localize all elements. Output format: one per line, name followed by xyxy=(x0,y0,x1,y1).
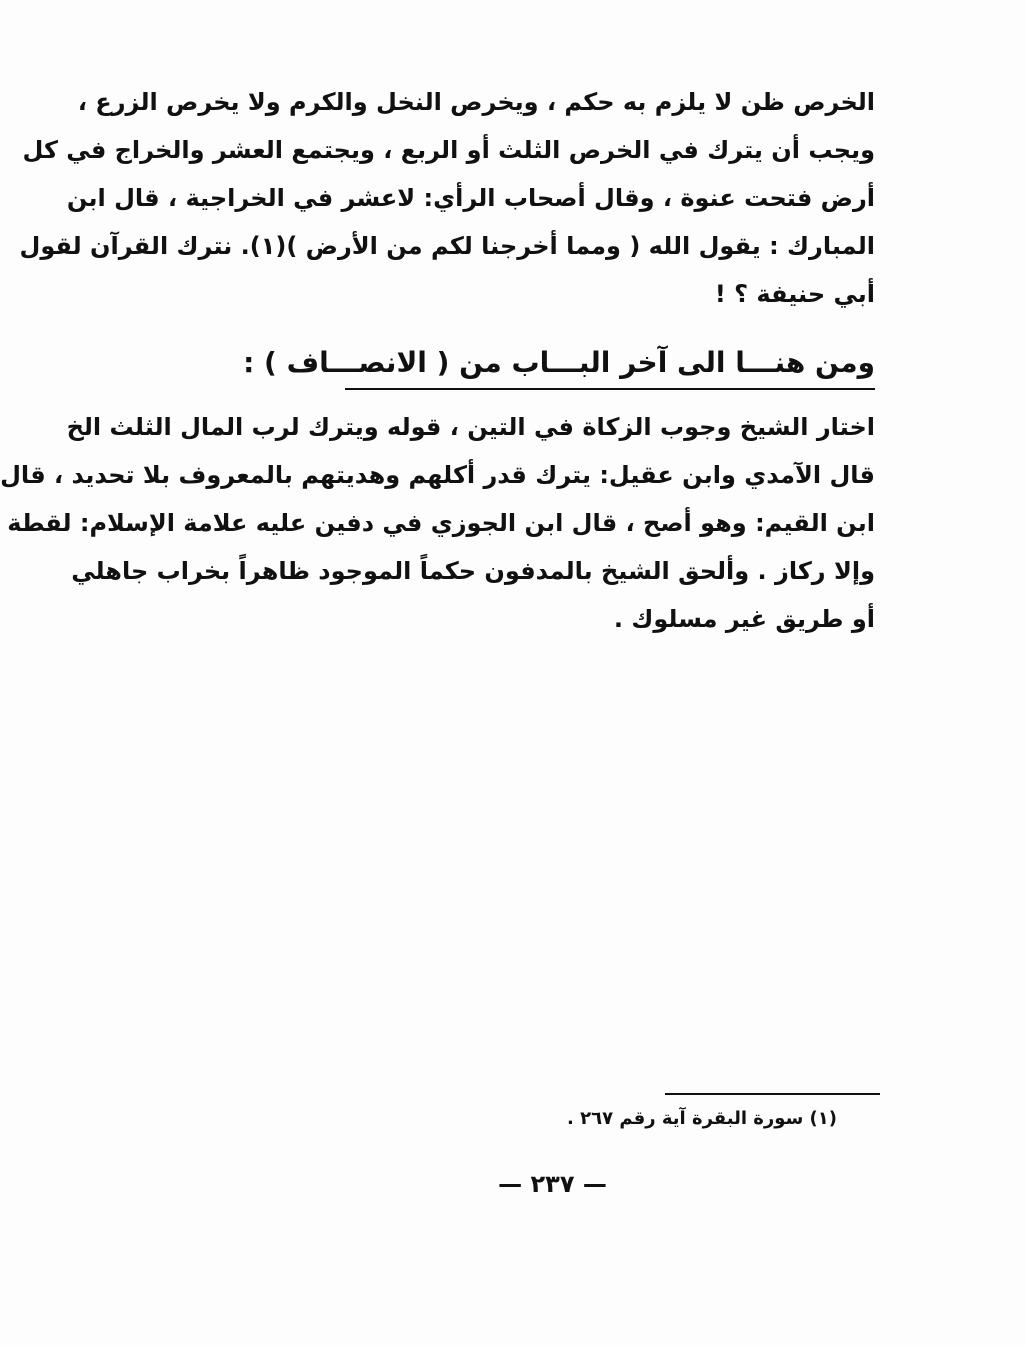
text-line: ابن القيم: وهو أصح ، قال ابن الجوزي في دفين عليه علامة الإسلام: لقطة xyxy=(7,509,875,537)
section-heading: ومن هنـــا الى آخر البـــاب من ( الانصـــاف ) : xyxy=(345,338,875,390)
text-line: أرض فتحت عنوة ، وقال أصحاب الرأي: لاعشر في الخراجية ، قال ابن xyxy=(66,184,875,212)
text-line: أو طريق غير مسلوك . xyxy=(613,605,875,633)
text-line: قال الآمدي وابن عقيل: يترك قدر أكلهم وهديتهم بالمعروف بلا تحديد ، قال xyxy=(0,461,875,489)
text-line: الخرص ظن لا يلزم به حكم ، ويخرص النخل والكرم ولا يخرص الزرع ، xyxy=(77,88,875,116)
footnote-divider xyxy=(665,1093,880,1095)
paragraph-body-1 xyxy=(19,78,875,318)
text-line: ويجب أن يترك في الخرص الثلث أو الربع ، ويجتمع العشر والخراج في كل xyxy=(22,136,875,164)
text-line: وإلا ركاز . وألحق الشيخ بالمدفون حكماً الموجود ظاهراً بخراب جاهلي xyxy=(71,557,875,585)
text-line: أبي حنيفة ؟ ! xyxy=(714,280,875,308)
page-number: — ٢٣٧ — xyxy=(498,1170,607,1198)
text-line: اختار الشيخ وجوب الزكاة في التين ، قوله ويترك لرب المال الثلث الخ xyxy=(66,413,875,441)
paragraph-body-2 xyxy=(0,403,875,643)
text-line: المبارك : يقول الله ( ومما أخرجنا لكم من الأرض )(١). نترك القرآن لقول xyxy=(19,232,875,260)
footnote: (١) سورة البقرة آية رقم ٢٦٧ . xyxy=(566,1108,837,1129)
